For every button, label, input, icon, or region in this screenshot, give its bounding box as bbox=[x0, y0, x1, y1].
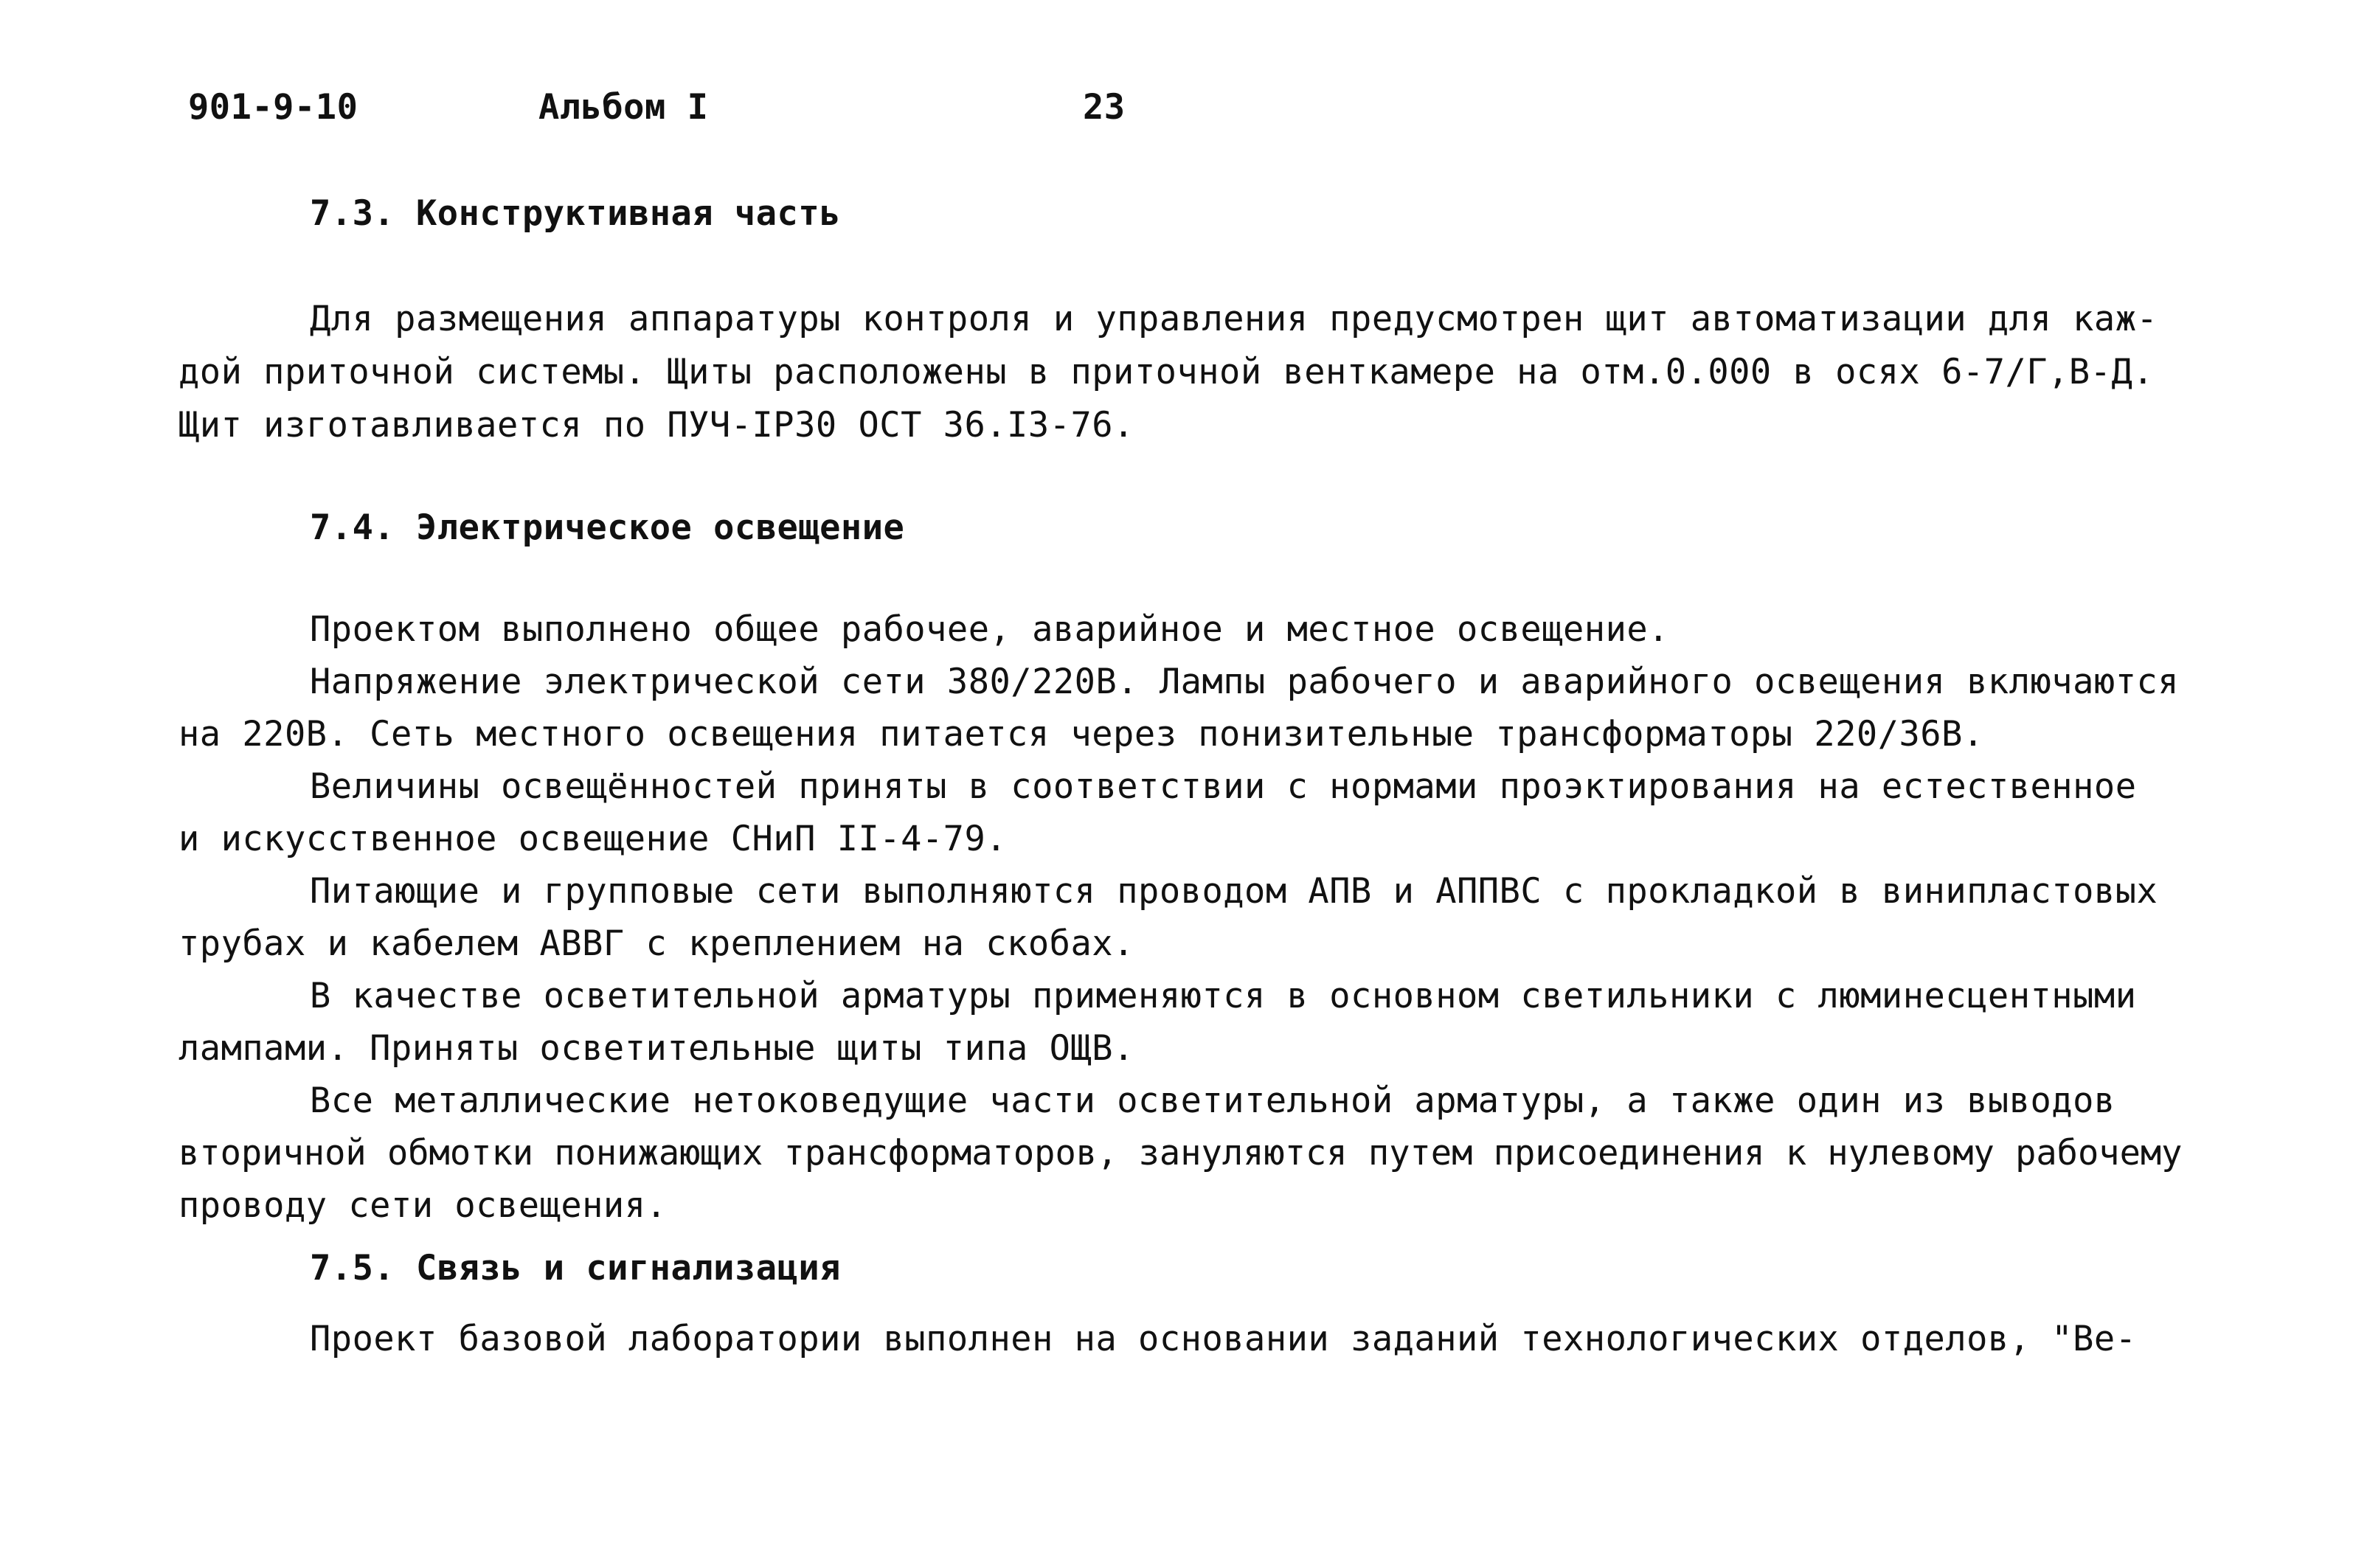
paragraph-line: Питающие и групповые сети выполняются проводом АПВ и АППВС с прокладкой в винипластовых bbox=[310, 871, 2158, 912]
paragraph-line: лампами. Приняты осветительные щиты типа ОЩВ. bbox=[179, 1028, 1134, 1069]
paragraph-line: на 220В. Сеть местного освещения питается через понизительные трансформаторы 220/36В. bbox=[179, 714, 1984, 754]
paragraph-line: Проект базовой лаборатории выполнен на основании заданий технологических отделов, "Ве- bbox=[310, 1319, 2137, 1359]
paragraph-line: и искусственное освещение СНиП II-4-79. bbox=[179, 819, 1008, 859]
paragraph-line: трубах и кабелем АВВГ с креплением на скобах. bbox=[179, 923, 1134, 964]
album-label: Альбом I bbox=[538, 87, 709, 128]
paragraph-line: Щит изготавливается по ПУЧ-IР30 ОСТ 36.I3-76. bbox=[179, 405, 1134, 445]
section-heading-7-4: 7.4. Электрическое освещение bbox=[310, 507, 905, 548]
paragraph-line: Величины освещённостей приняты в соответствии с нормами проэктирования на естественное bbox=[310, 766, 2137, 807]
paragraph-line: дой приточной системы. Щиты расположены в приточной венткамере на отм.0.000 в осях 6-7/Г,В-Д. bbox=[179, 352, 2155, 392]
section-heading-7-3: 7.3. Конструктивная часть bbox=[310, 193, 841, 234]
paragraph-line: вторичной обмотки понижающих трансформаторов, зануляются путем присоединения к нулевому рабочему bbox=[179, 1133, 2183, 1173]
paragraph-line: Напряжение электрической сети 380/220В. Лампы рабочего и аварийного освещения включаются bbox=[310, 662, 2180, 702]
section-heading-7-5: 7.5. Связь и сигнализация bbox=[310, 1248, 841, 1288]
paragraph-line: Проектом выполнено общее рабочее, аварийное и местное освещение. bbox=[310, 609, 1669, 650]
paragraph-line: Все металлические нетоковедущие части осветительной арматуры, а также один из выводов bbox=[310, 1080, 2115, 1121]
page-number: 23 bbox=[1083, 87, 1126, 128]
paragraph-line: Для размещения аппаратуры контроля и управления предусмотрен щит автоматизации для каж- bbox=[310, 299, 2158, 339]
paragraph-line: проводу сети освещения. bbox=[179, 1185, 668, 1226]
document-code: 901-9-10 bbox=[188, 87, 358, 128]
paragraph-line: В качестве осветительной арматуры применяются в основном светильники с люминесцентными bbox=[310, 976, 2137, 1016]
